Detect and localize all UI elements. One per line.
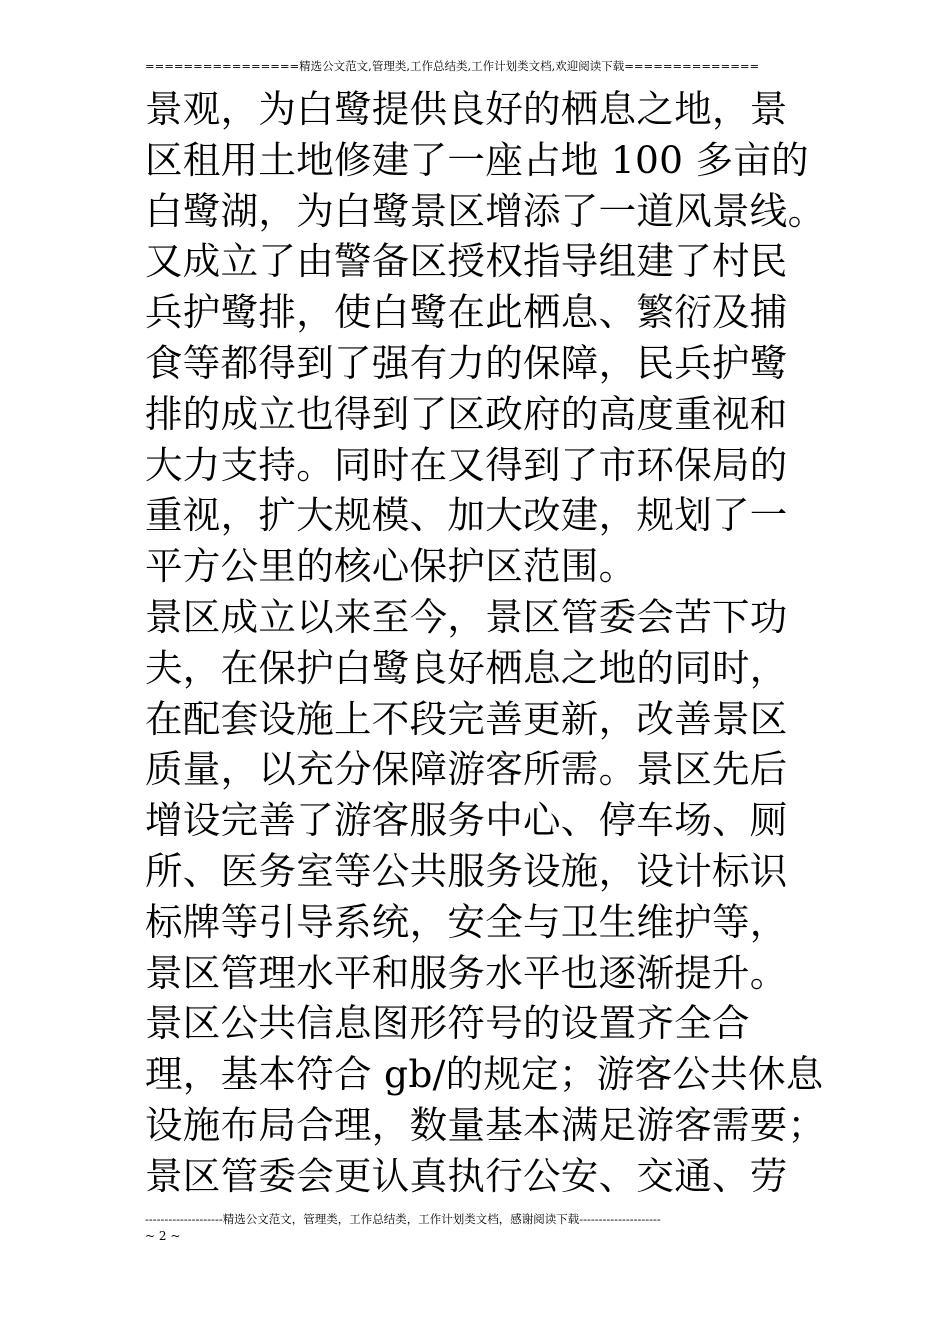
body-line: 景区成立以来至今，景区管委会苦下功: [145, 594, 788, 639]
body-line: 白鹭湖，为白鹭景区增添了一道风景线。: [145, 188, 826, 233]
body-line: 排的成立也得到了区政府的高度重视和: [145, 391, 788, 436]
page-header: ================精选公文范文,管理类,工作总结类,工作计划类文档,欢迎阅读下载==============: [145, 59, 760, 73]
body-line: 夫，在保护白鹭良好栖息之地的同时，: [145, 645, 788, 690]
body-line: 质量，以充分保障游客所需。景区先后: [145, 747, 788, 792]
body-line: 兵护鹭排，使白鹭在此栖息、繁衍及捕: [145, 290, 788, 335]
body-line: 大力支持。同时在又得到了市环保局的: [145, 442, 788, 487]
body-line: 景区管委会更认真执行公安、交通、劳: [145, 1153, 788, 1198]
page-number: ~ 2 ~: [145, 1229, 181, 1243]
page-footer: --------------------精选公文范文，管理类，工作总结类，工作计划类文档，感谢阅读下载---------------------: [145, 1212, 661, 1226]
body-line: 理，基本符合 gb/的规定；游客公共休息: [145, 1052, 824, 1097]
body-line: 平方公里的核心保护区范围。: [145, 544, 637, 589]
body-line: 标牌等引导系统，安全与卫生维护等，: [145, 899, 788, 944]
body-line: 重视，扩大规模、加大改建，规划了一: [145, 493, 788, 538]
body-line: 所、医务室等公共服务设施，设计标识: [145, 848, 788, 893]
body-line: 景区公共信息图形符号的设置齐全合: [145, 1001, 750, 1046]
body-line: 又成立了由警备区授权指导组建了村民: [145, 239, 788, 284]
body-line: 增设完善了游客服务中心、停车场、厕: [145, 798, 788, 843]
body-line: 景区管理水平和服务水平也逐渐提升。: [145, 950, 788, 995]
document-body: [145, 84, 826, 1202]
body-line: 景观，为白鹭提供良好的栖息之地，景: [145, 87, 788, 131]
body-line: 食等都得到了强有力的保障，民兵护鹭: [145, 340, 788, 385]
body-line: 设施布局合理，数量基本满足游客需要；: [145, 1102, 826, 1147]
body-line: 区租用土地修建了一座占地 100 多亩的: [145, 137, 809, 182]
body-line: 在配套设施上不段完善更新，改善景区: [145, 696, 788, 741]
